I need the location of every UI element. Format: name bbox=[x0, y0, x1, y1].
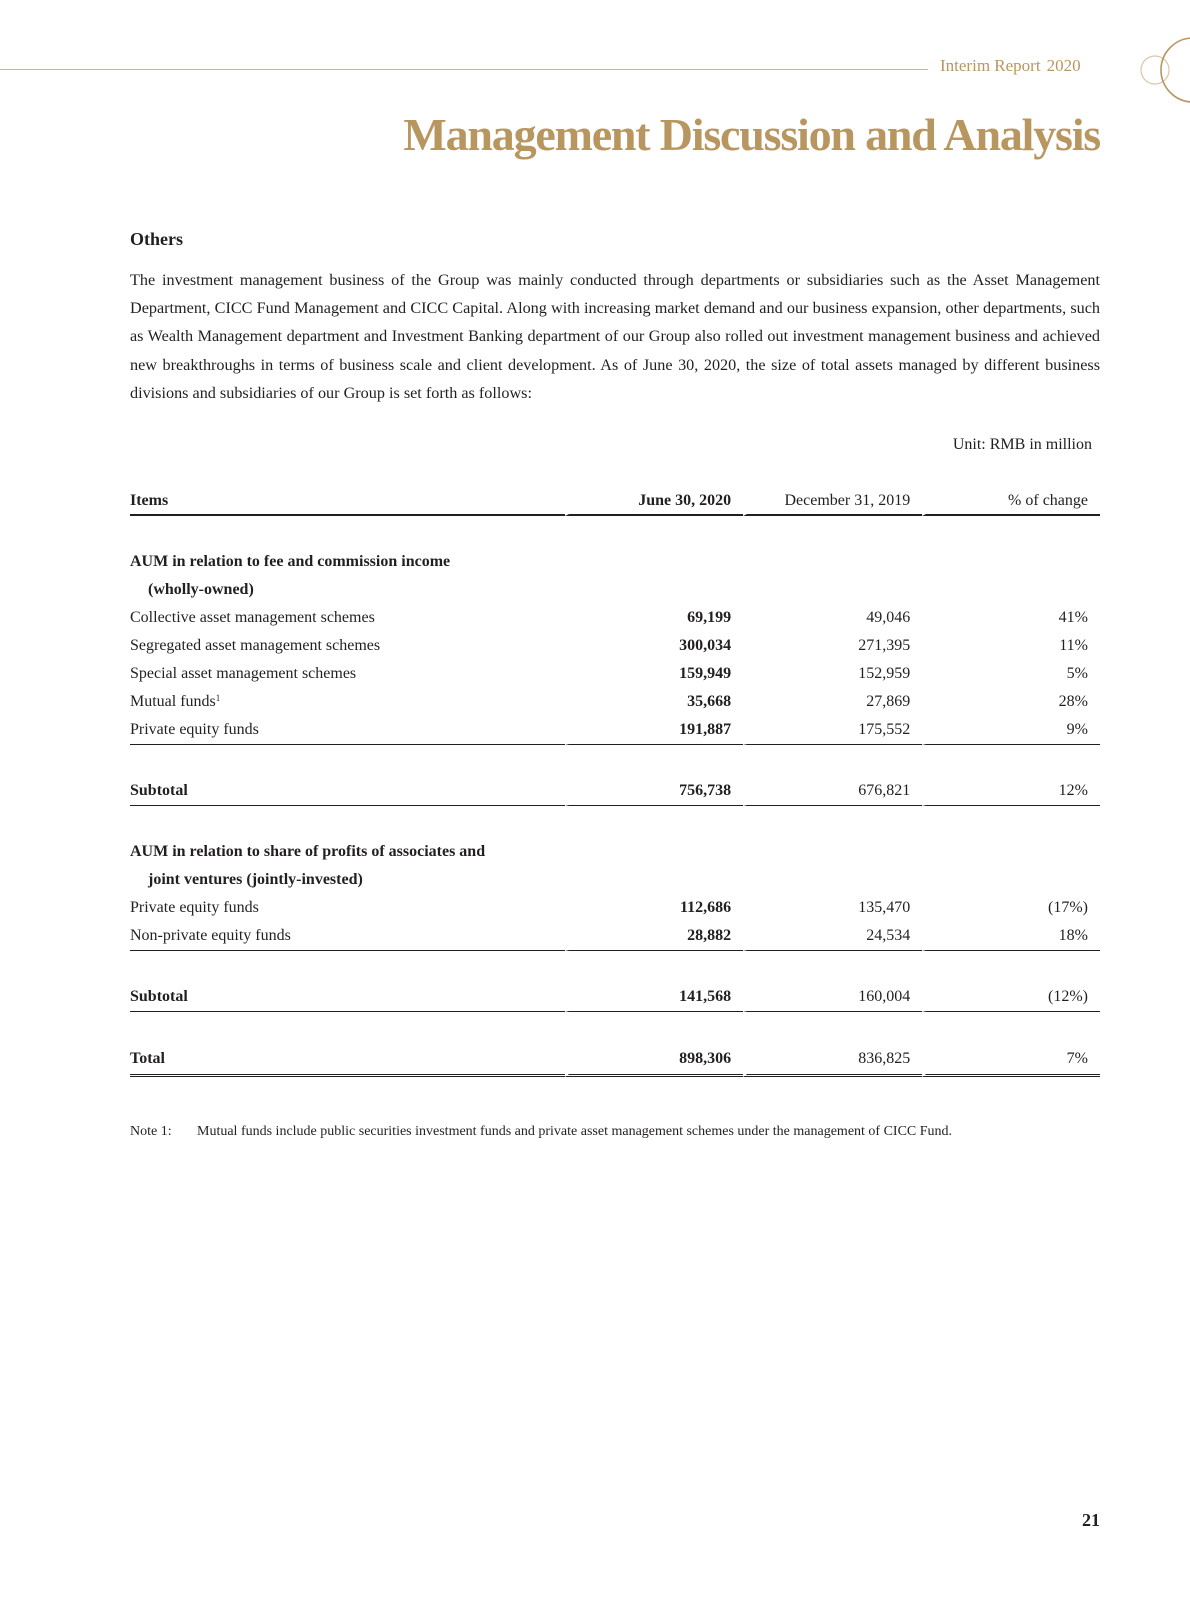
row-jun: 35,668 bbox=[687, 693, 732, 710]
row-item: Collective asset management schemes bbox=[130, 609, 375, 626]
table-row bbox=[130, 922, 1100, 951]
row-dec: 27,869 bbox=[866, 693, 911, 710]
subtotal-pct: (12%) bbox=[922, 983, 1100, 1012]
table-row bbox=[130, 604, 1100, 632]
row-jun: 28,882 bbox=[565, 922, 743, 951]
row-pct: 18% bbox=[922, 922, 1100, 951]
row-jun: 159,949 bbox=[679, 665, 732, 682]
total-dec: 836,825 bbox=[743, 1044, 922, 1077]
row-dec: 49,046 bbox=[866, 609, 911, 626]
row-pct: 28% bbox=[1058, 693, 1088, 710]
table-row bbox=[130, 688, 1100, 716]
table-row bbox=[130, 660, 1100, 688]
header-rule bbox=[0, 69, 928, 70]
group1-title-line1: AUM in relation to fee and commission income bbox=[130, 553, 451, 570]
group-heading bbox=[130, 576, 1100, 604]
row-item: Private equity funds bbox=[130, 716, 565, 745]
row-dec: 271,395 bbox=[858, 637, 911, 654]
row-item: Special asset management schemes bbox=[130, 665, 357, 682]
row-dec: 175,552 bbox=[743, 716, 922, 745]
row-dec: 24,534 bbox=[743, 922, 922, 951]
row-jun: 112,686 bbox=[680, 899, 732, 916]
table-row bbox=[130, 716, 1100, 745]
row-pct: 5% bbox=[1066, 665, 1088, 682]
report-year: 2020 bbox=[1046, 56, 1081, 75]
col-header-dec-2019: December 31, 2019 bbox=[743, 488, 922, 516]
footnote bbox=[130, 1124, 952, 1140]
subtotal-label: Subtotal bbox=[130, 983, 565, 1012]
row-item-text: Mutual funds bbox=[130, 693, 216, 710]
subtotal-dec: 160,004 bbox=[743, 983, 922, 1012]
subtotal-row bbox=[130, 777, 1100, 806]
aum-table bbox=[130, 488, 1100, 1077]
row-pct: (17%) bbox=[1048, 899, 1088, 916]
subtotal-dec: 676,821 bbox=[743, 777, 922, 806]
report-name bbox=[940, 56, 1081, 76]
footnote-text: Mutual funds include public securities investment funds and private asset management schemes under the management of CICC Fund. bbox=[197, 1124, 953, 1139]
subtotal-row bbox=[130, 983, 1100, 1012]
row-dec: 135,470 bbox=[858, 899, 911, 916]
col-header-pct-change: % of change bbox=[922, 488, 1100, 516]
footnote-label: Note 1: bbox=[130, 1124, 172, 1139]
subtotal-label: Subtotal bbox=[130, 777, 565, 806]
row-pct: 9% bbox=[922, 716, 1100, 745]
section-heading: Others bbox=[130, 229, 183, 249]
group2-title-line2: joint ventures (jointly-invested) bbox=[148, 871, 363, 888]
row-jun: 300,034 bbox=[679, 637, 732, 654]
total-label: Total bbox=[130, 1044, 565, 1077]
total-row bbox=[130, 1044, 1100, 1077]
row-dec: 152,959 bbox=[858, 665, 911, 682]
total-jun: 898,306 bbox=[565, 1044, 743, 1077]
subtotal-jun: 141,568 bbox=[565, 983, 743, 1012]
row-pct: 11% bbox=[1059, 637, 1088, 654]
table-row bbox=[130, 894, 1100, 922]
row-item: Private equity funds bbox=[130, 899, 259, 916]
report-name-text: Interim Report bbox=[940, 56, 1041, 75]
group-heading bbox=[130, 866, 1100, 894]
page-title: Management Discussion and Analysis bbox=[403, 109, 1100, 160]
group-heading bbox=[130, 548, 1100, 576]
total-pct: 7% bbox=[922, 1044, 1100, 1077]
subtotal-jun: 756,738 bbox=[565, 777, 743, 806]
row-pct: 41% bbox=[1058, 609, 1088, 626]
row-item bbox=[130, 688, 565, 716]
group1-title-line2: (wholly-owned) bbox=[148, 581, 254, 598]
table-header-row bbox=[130, 488, 1100, 516]
col-header-items: Items bbox=[130, 488, 565, 516]
group2-title-line1: AUM in relation to share of profits of associates and bbox=[130, 843, 486, 860]
body-paragraph: The investment management business of the Group was mainly conducted through departments or subsidiaries such as the Asset Management Department, CICC Fund Management and CICC Capital. Along with increasing market demand and our business expansion, other departments, such as Wealth Management department and Investment Banking department of our Group also rolled out investment management business and achieved new breakthroughs in terms of business scale and client development. As of June 30, 2020, the size of total assets managed by different business divisions and subsidiaries of our Group is set forth as follows: bbox=[130, 271, 1100, 402]
col-header-jun-2020: June 30, 2020 bbox=[565, 488, 743, 516]
page-number: 21 bbox=[1082, 1510, 1100, 1530]
row-item: Segregated asset management schemes bbox=[130, 637, 381, 654]
row-jun: 69,199 bbox=[687, 609, 732, 626]
table-row bbox=[130, 632, 1100, 660]
row-item: Non-private equity funds bbox=[130, 922, 565, 951]
decorative-circles-icon bbox=[1125, 35, 1190, 105]
unit-label: Unit: RMB in million bbox=[952, 436, 1092, 453]
subtotal-pct: 12% bbox=[922, 777, 1100, 806]
group-heading bbox=[130, 838, 1100, 866]
row-jun: 191,887 bbox=[565, 716, 743, 745]
footnote-marker: 1 bbox=[215, 693, 221, 703]
